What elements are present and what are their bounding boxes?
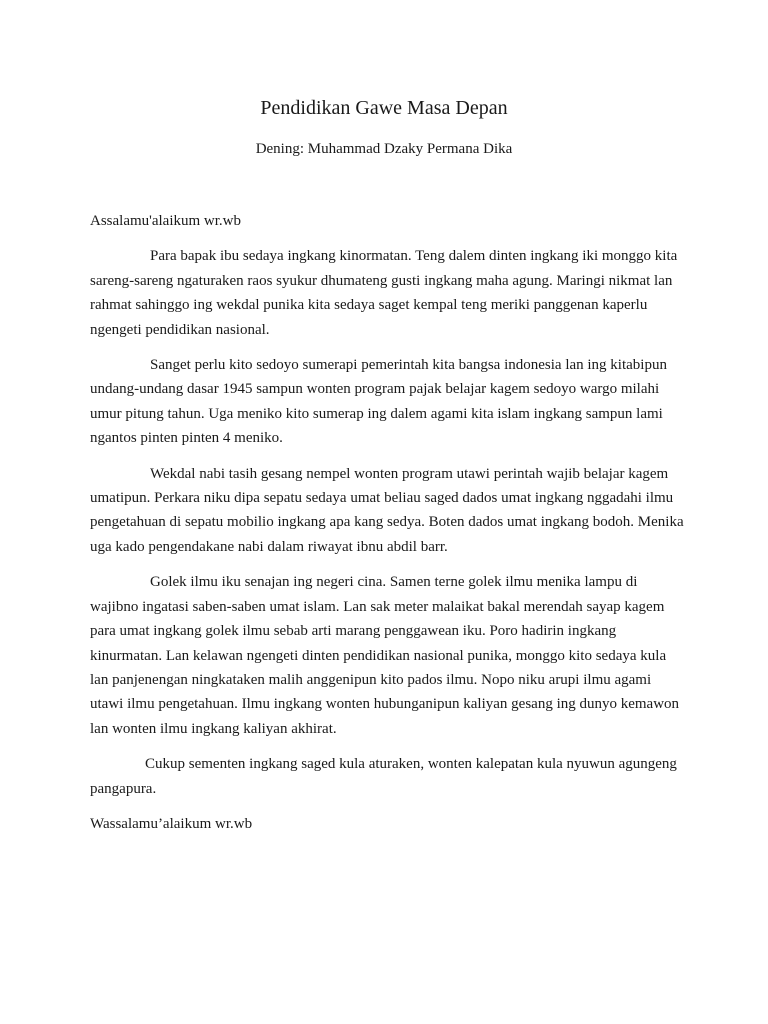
greeting-line: Assalamu'alaikum wr.wb <box>90 213 242 229</box>
paragraph-3: Wekdal nabi tasih gesang nempel wonten program utawi perintah wajib belajar kagem umatipun. Perkara niku dipa sepatu sedaya umat beliau saged dados umat ingkang nggadahi ilmu pengetahuan di sepatu mobilio ingkang apa kang sedya. Boten dados umat ingkang bodoh. Menika uga kado pengendakane nabi dalam riwayat ibnu abdil barr. <box>90 465 684 555</box>
paragraph-5: Cukup sementen ingkang saged kula aturaken, wonten kalepatan kula nyuwun agungeng pangapura. <box>90 756 677 797</box>
page-title: Pendidikan Gawe Masa Depan <box>260 97 508 119</box>
paragraph-4: Golek ilmu iku senajan ing negeri cina. Samen terne golek ilmu menika lampu di wajibno ingatasi saben-saben umat islam. Lan sak meter malaikat bakal merendah sayap kagem para umat ingkang golek ilmu sebab arti marang penggawean iku. Poro hadirin ingkang kinurmatan. Lan kelawan ngengeti dinten pendidikan nasional punika, monggo kito sedaya kula lan panjenengan ningkataken malih anggenipun kito pados ilmu. Nopo niku arupi ilmu agami utawi ilmu pengetahuan. Ilmu ingkang wonten hubunganipun kaliyan gesang ing dunyo kemawon lan wonten ilmu ingkang kaliyan akhirat. <box>90 574 680 737</box>
paragraph-2: Sanget perlu kito sedoyo sumerapi pemerintah kita bangsa indonesia lan ing kitabipun undang-undang dasar 1945 sampun wonten program pajak belajar kagem sedoyo wargo milahi umur pitung tahun. Uga meniko kito sumerap ing dalem agami kita islam ingkang sampun lami ngantos pinten pinten 4 meniko. <box>90 357 667 447</box>
author-line: Dening: Muhammad Dzaky Permana Dika <box>255 141 513 157</box>
document-body <box>90 209 686 847</box>
paragraph-1: Para bapak ibu sedaya ingkang kinormatan. Teng dalem dinten ingkang iki monggo kita sareng-sareng ngaturaken raos syukur dhumateng gusti ingkang maha agung. Maringi nikmat lan rahmat sahinggo ing wekdal punika kita sedaya saget kempal teng meriki panggenan kaperlu ngengeti pendidikan nasional. <box>90 248 678 338</box>
closing-line: Wassalamu’alaikum wr.wb <box>90 815 253 832</box>
